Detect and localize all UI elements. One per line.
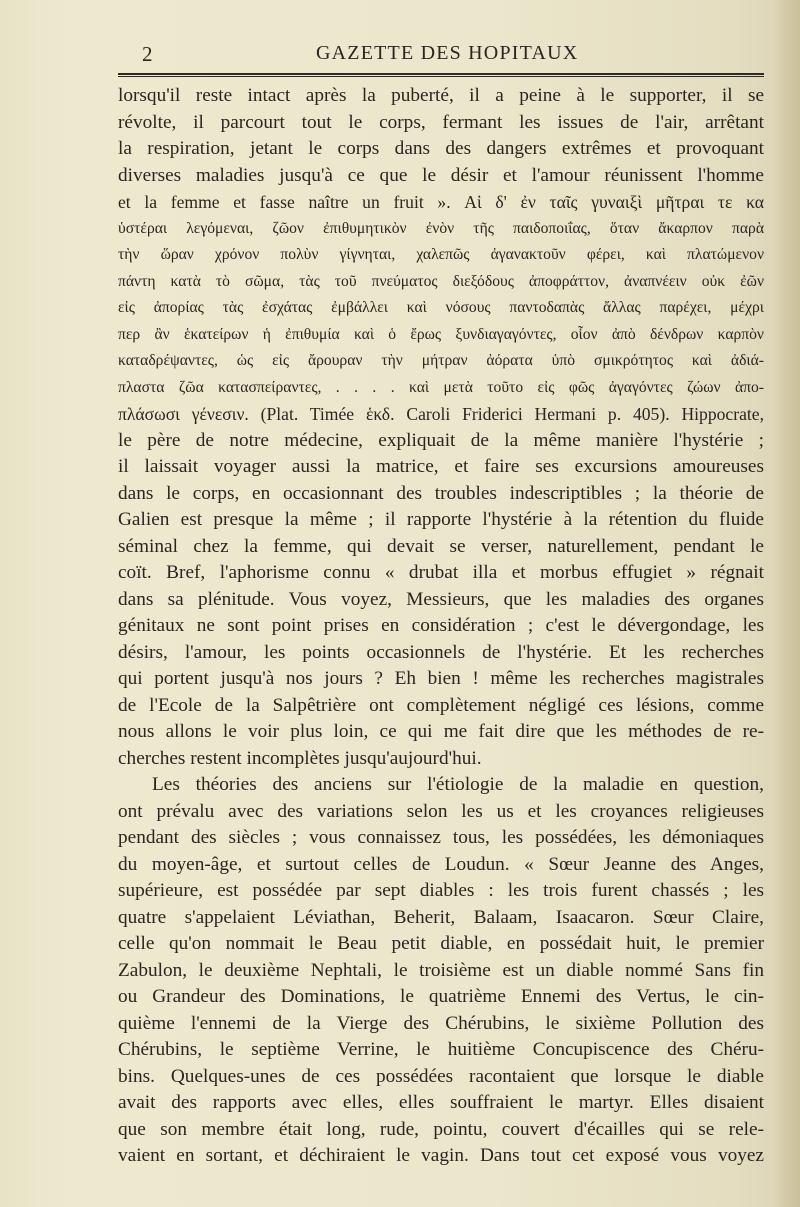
text-line: de l'Ecole de la Salpêtrière ont complètement négligé ces lésions, comme [118, 694, 764, 716]
text-line: Galien est presque la même ; il rapporte l'hystérie à la rétention du fluide [118, 509, 764, 530]
text-line: pendant des siècles ; vous connaissez tous, les possédées, les démoniaques [118, 827, 764, 848]
greek-line: περ ἂν ἑκατείρων ἡ ἐπιθυμία καὶ ὁ ἔρως ξυνδιαγαγόντες, οἷον ἀπὸ δένδρων καρπὸν [118, 325, 764, 343]
text-line: Les théories des anciens sur l'étiologie de la maladie en question, [152, 774, 764, 795]
text-line: nous allons le voir plus loin, ce qui me fait dire que les méthodes de re- [118, 721, 764, 742]
text-line: πλάσωσι γένεσιν. (Plat. Timée ἑκδ. Caroli Friderici Hermani p. 405). Hippocrate, [118, 404, 764, 424]
text-line: cherches restent incomplètes jusqu'aujourd'hui. [118, 747, 482, 769]
text-line: le père de notre médecine, expliquait de la même manière l'hystérie ; [118, 429, 764, 451]
text-line: celle qu'on nommait le Beau petit diable, en possédait huit, le premier [118, 933, 764, 954]
text-line: ont prévalu avec des variations selon les us et les croyances religieuses [118, 800, 764, 822]
greek-line: πάντη κατὰ τὸ σῶμα, τὰς τοῦ πνεύματος διεξόδους ἀποφράττον, ἀναπνέειν οὐκ ἐῶν [118, 272, 764, 290]
text-line: supérieure, est possédée par sept diables : les trois furent chassés ; les [118, 880, 764, 901]
text-line: séminal chez la femme, qui devait se verser, naturellement, pendant le [118, 535, 764, 557]
text-line: révolte, il parcourt tout le corps, fermant les issues de l'air, arrêtant [118, 111, 764, 133]
greek-line: πλαστα ζῶα κατασπείραντες, . . . . καὶ μετὰ τοῦτο εἰς φῶς ἀγαγόντες ζώων ἀπο- [118, 378, 764, 396]
text-line: quième l'ennemi de la Vierge des Chérubins, le sixième Pollution des [118, 1012, 764, 1034]
text-line: avait des rapports avec elles, elles souffraient le martyr. Elles disaient [118, 1092, 764, 1113]
text-line: ou Grandeur des Dominations, le quatrième Ennemi des Vertus, le cin- [118, 986, 764, 1007]
body-text [118, 83, 764, 1170]
text-line: génitaux ne sont point prises en considération ; c'est le dévergondage, les [118, 615, 764, 636]
text-line: coït. Bref, l'aphorisme connu « drubat illa et morbus effugiet » régnait [118, 562, 764, 583]
header-rule [118, 73, 764, 77]
page-number: 2 [142, 42, 154, 66]
text-line: bins. Quelques-unes de ces possédées racontaient que lorsque le diable [118, 1065, 764, 1087]
text-line: lorsqu'il reste intact après la puberté, il a peine à le supporter, il se [118, 85, 764, 106]
text-line: qui portent jusqu'à nos jours ? Eh bien ! même les recherches magistrales [118, 668, 764, 689]
text-line: il laissait voyager aussi la matrice, et faire ses excursions amoureuses [118, 456, 764, 477]
greek-line: ὑστέραι λεγόμεναι, ζῶον ἐπιθυμητικὸν ἐνὸν τῆς παιδοποιΐας, ὅταν ἄκαρπον παρὰ [118, 219, 764, 237]
greek-line: τὴν ὥραν χρόνον πολὺν γίγνηται, χαλεπῶς ἀγανακτοῦν φέρει, καὶ πλατώμενον [118, 246, 764, 263]
text-line: Zabulon, le deuxième Nephtali, le troisième est un diable nommé Sans fin [118, 959, 764, 981]
text-line: vaient en sortant, et déchiraient le vagin. Dans tout cet exposé vous voyez [118, 1145, 764, 1166]
text-line: dans sa plénitude. Vous voyez, Messieurs, que les maladies des organes [118, 588, 764, 610]
text-line: et la femme et fasse naître un fruit ». Αἱ δ' ἐν ταῖς γυναιξὶ μῆτραι τε κα [118, 192, 764, 212]
text-line: diverses maladies jusqu'à ce que le désir et l'amour réunissent l'homme [118, 164, 764, 186]
running-title: GAZETTE DES HOPITAUX [316, 42, 579, 64]
greek-line: καταδρέψαντες, ὡς εἰς ἄρουραν τὴν μήτραν ἀόρατα ὑπὸ σμικρότητος καὶ ἀδιά- [118, 352, 764, 369]
text-line: désirs, l'amour, les points occasionnels de l'hystérie. Et les recherches [118, 641, 764, 663]
page-edge-shadow [774, 0, 800, 1207]
text-line: que son membre était long, rude, pointu, couvert d'écailles qui se rele- [118, 1118, 764, 1140]
text-line: du moyen-âge, et surtout celles de Loudun. « Sœur Jeanne des Anges, [118, 853, 764, 875]
text-line: la respiration, jetant le corps dans des dangers extrêmes et provoquant [118, 138, 764, 159]
text-line: Chérubins, le septième Verrine, le huitième Concupiscence des Chéru- [118, 1039, 764, 1060]
page-header [118, 42, 764, 72]
text-line: quatre s'appelaient Léviathan, Beherit, Balaam, Isaacaron. Sœur Claire, [118, 906, 764, 928]
text-line: dans le corps, en occasionnant des troubles indescriptibles ; la théorie de [118, 482, 764, 504]
greek-line: εἰς ἀπορίας τὰς ἐσχάτας ἐμβάλλει καὶ νόσους παντοδαπὰς ἄλλας παρέχει, μέχρι [118, 299, 764, 316]
